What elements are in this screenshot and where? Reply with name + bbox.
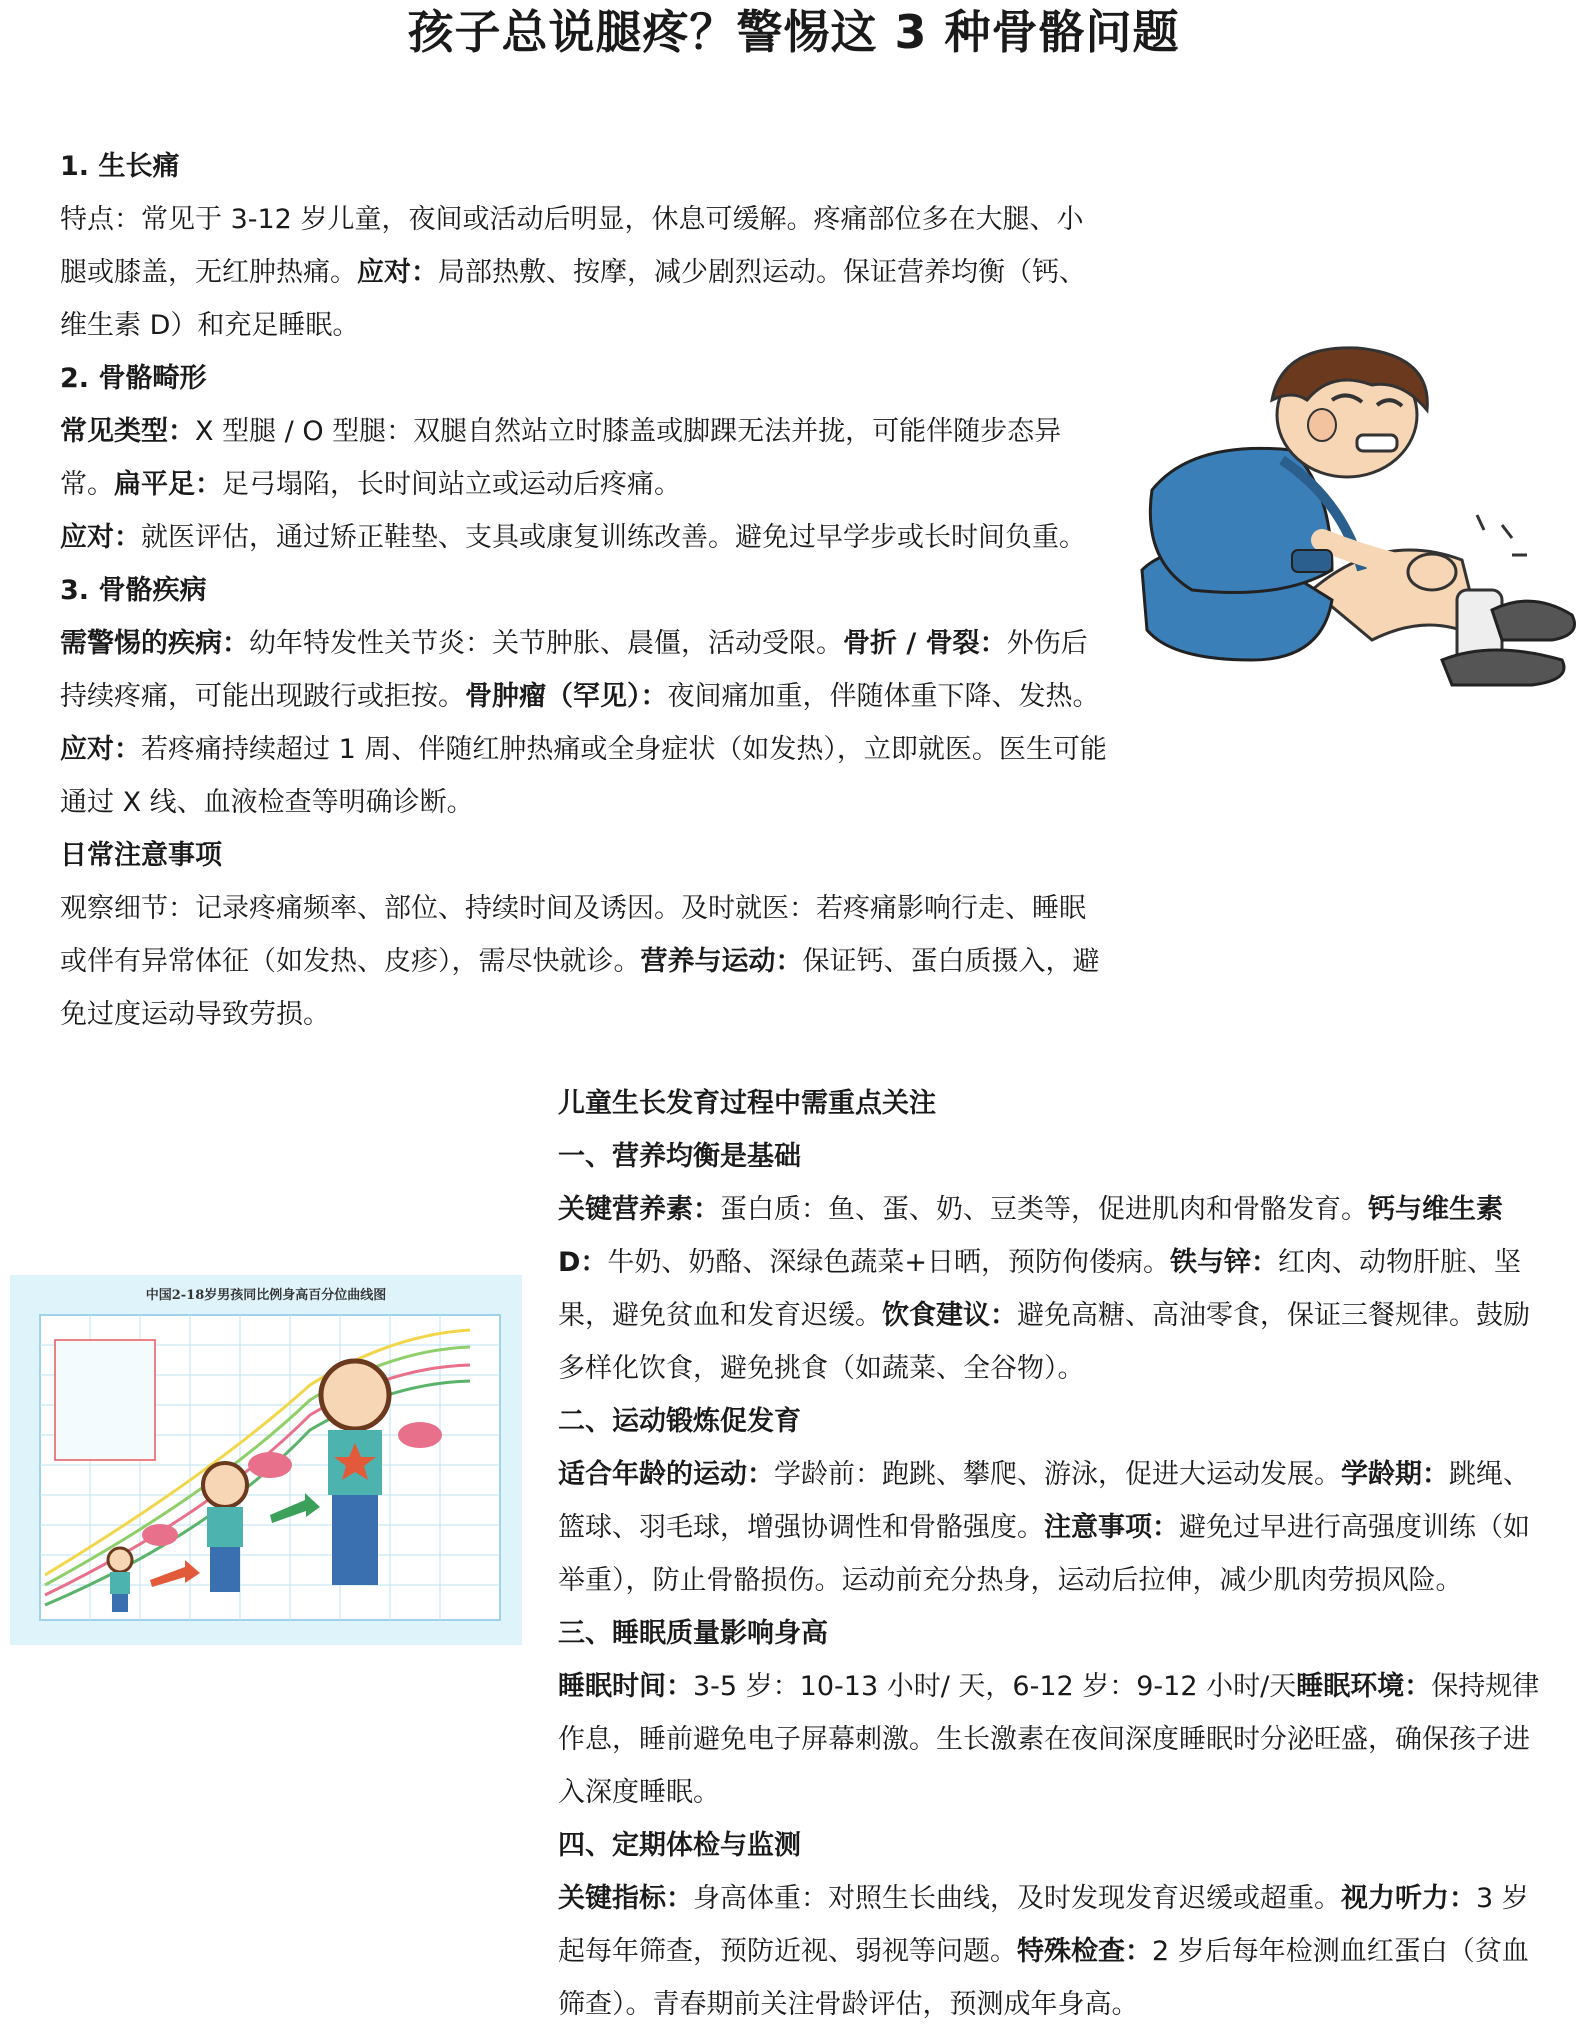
boy-knee-pain-illustration [1132,340,1587,720]
section-daily-care-body: 观察细节：记录疼痛频率、部位、持续时间及诱因。及时就医：若疼痛影响行走、睡眠或伴有异常体征（如发热、皮疹），需尽快就诊。营养与运动：保证钙、蛋白质摄入，避免过度运动导致劳损。 [60,893,1100,1030]
section-growing-pains-heading: 1. 生长痛 [60,151,180,182]
section-bone-disease-heading: 3. 骨骼疾病 [60,575,207,606]
section-sleep-body: 睡眠时间：3-5 岁：10-13 小时/ 天，6-12 岁：9-12 小时/天睡眠环境：保持规律作息，睡前避免电子屏幕刺激。生长激素在夜间深度睡眠时分泌旺盛，确保孩子进入深度睡眠。 [558,1671,1540,1808]
section-nutrition-heading: 一、营养均衡是基础 [558,1141,801,1172]
section-exercise-heading: 二、运动锻炼促发育 [558,1406,801,1437]
section-deformity-body: 常见类型：X 型腿 / O 型腿：双腿自然站立时膝盖或脚踝无法并拢，可能伴随步态异常。扁平足：足弓塌陷，长时间站立或运动后疼痛。 [60,416,1062,500]
right-heading: 儿童生长发育过程中需重点关注 [558,1088,936,1119]
section-daily-care-heading: 日常注意事项 [60,840,222,871]
section-deformity-heading: 2. 骨骼畸形 [60,363,207,394]
section-growing-pains-body: 特点：常见于 3-12 岁儿童，夜间或活动后明显，休息可缓解。疼痛部位多在大腿、小腿或膝盖，无红肿热痛。应对：局部热敷、按摩，减少剧烈运动。保证营养均衡（钙、维生素 D）和充足睡眠。 [60,204,1086,341]
section-checkup-body: 关键指标：身高体重：对照生长曲线，及时发现发育迟缓或超重。视力听力：3 岁起每年筛查，预防近视、弱视等问题。特殊检查：2 岁后每年检测血红蛋白（贫血筛查）。青春期前关注骨龄评估，预测成年身高。 [558,1883,1529,2020]
section-exercise-body: 适合年龄的运动：学龄前：跑跳、攀爬、游泳，促进大运动发展。学龄期：跳绳、篮球、羽毛球，增强协调性和骨骼强度。注意事项：避免过早进行高强度训练（如举重），防止骨骼损伤。运动前充分热身，运动后拉伸，减少肌肉劳损风险。 [558,1459,1530,1596]
growth-chart-illustration [10,1275,522,1645]
section-nutrition-body: 关键营养素：蛋白质：鱼、蛋、奶、豆类等，促进肌肉和骨骼发育。钙与维生素 D：牛奶、奶酪、深绿色蔬菜+日晒，预防佝偻病。铁与锌：红肉、动物肝脏、坚果，避免贫血和发育迟缓。饮食建议：避免高糖、高油零食，保证三餐规律。鼓励多样化饮食，避免挑食（如蔬菜、全谷物）。 [558,1194,1530,1384]
left-column [60,140,1110,1041]
section-bone-disease-body: 需警惕的疾病：幼年特发性关节炎：关节肿胀、晨僵，活动受限。骨折 / 骨裂：外伤后持续疼痛，可能出现跛行或拒按。骨肿瘤（罕见）：夜间痛加重，伴随体重下降、发热。应对：若疼痛持续超过 1 周、伴随红肿热痛或全身症状（如发热），立即就医。医生可能通过 X 线、血液检查等明确诊断。 [60,628,1107,818]
page-title: 孩子总说腿疼？警惕这 3 种骨骼问题 [407,5,1180,59]
right-column [558,1077,1548,2031]
growth-chart-caption: 中国2-18岁男孩同比例身高百分位曲线图 [145,1288,387,1303]
section-checkup-heading: 四、定期体检与监测 [558,1830,801,1861]
section-sleep-heading: 三、睡眠质量影响身高 [558,1618,828,1649]
section-deformity-response: 应对：就医评估，通过矫正鞋垫、支具或康复训练改善。避免过早学步或长时间负重。 [60,522,1086,553]
